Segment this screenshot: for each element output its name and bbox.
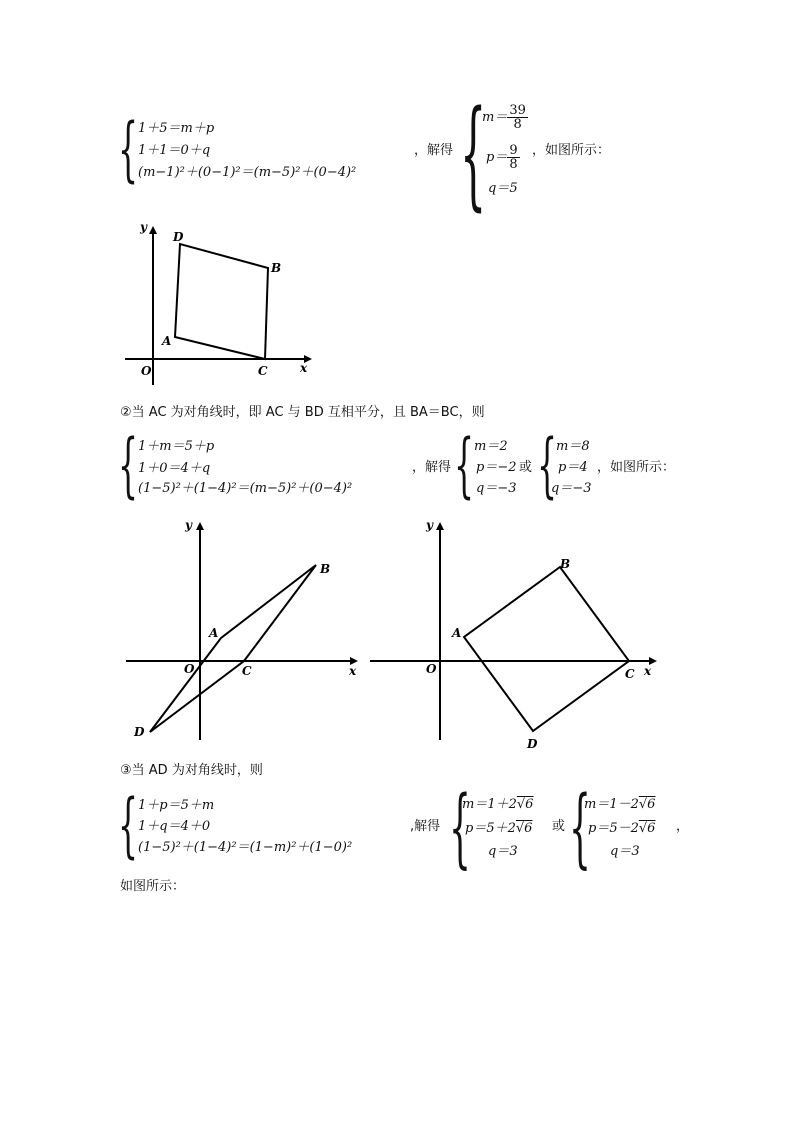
figure-2 (124, 518, 364, 743)
or-label: 或 (552, 819, 566, 834)
figure-3 (368, 518, 663, 748)
solution-q: q＝3 (610, 844, 640, 859)
equation-line: 1＋q＝4＋0 (138, 819, 211, 834)
solution-m: m＝2 (474, 439, 508, 454)
solution-p: p＝5－2√6 (588, 821, 656, 836)
caption-tail: ， (676, 819, 690, 834)
equation-line: 1＋1＝0＋q (138, 143, 211, 158)
solve-label: ，解得 (412, 460, 452, 475)
quadrilateral (464, 567, 629, 731)
left-brace: { (118, 424, 139, 506)
solution-m: m＝1－2√6 (584, 797, 656, 812)
left-brace: { (454, 424, 475, 506)
x-label: x (644, 664, 652, 678)
case-3-heading: ③当 AD 为对角线时，则 (120, 763, 263, 778)
origin-label: O (184, 662, 195, 676)
left-brace: { (537, 424, 558, 506)
left-brace: { (449, 778, 471, 878)
point-b-label: B (271, 261, 282, 275)
y-label: y (140, 220, 147, 234)
solution-p: p＝5＋2√6 (465, 821, 533, 836)
caption-tail: ，如图所示： (532, 143, 611, 158)
solution-p: p＝ $\frac{9}{8}$ (486, 143, 518, 172)
footer-caption: 如图所示： (120, 879, 186, 894)
solution-p: p＝4 (558, 460, 588, 475)
equation-line: 1＋p＝5＋m (138, 798, 215, 813)
case-2-heading: ②当 AC 为对角线时，即 AC 与 BD 互相平分，且 BA＝BC，则 (120, 405, 485, 420)
point-d-label: D (527, 737, 538, 748)
equation-line: 1＋0＝4＋q (138, 461, 211, 476)
quadrilateral (150, 565, 316, 732)
x-label: x (349, 664, 357, 678)
point-d-label: D (134, 725, 145, 739)
caption-tail: ，如图所示： (597, 460, 676, 475)
point-a-label: A (452, 626, 462, 640)
equation-line: (m−1)²＋(0−1)²＝(m−5)²＋(0−4)² (138, 165, 357, 180)
solution-m: m＝1＋2√6 (462, 797, 534, 812)
point-b-label: B (560, 557, 571, 571)
left-brace: { (460, 84, 487, 222)
solve-label: ，解得 (414, 143, 454, 158)
point-a-label: A (162, 334, 172, 348)
left-brace: { (569, 778, 591, 878)
origin-label: O (141, 364, 152, 378)
point-c-label: C (625, 667, 635, 681)
y-arrow (196, 522, 204, 530)
solution-q: q＝−3 (551, 481, 592, 496)
point-d-label: D (173, 230, 184, 244)
point-c-label: C (258, 364, 268, 378)
equation-line: (1−5)²＋(1−4)²＝(m−5)²＋(0−4)² (138, 481, 353, 496)
equation-line: (1−5)²＋(1−4)²＝(1−m)²＋(1−0)² (138, 840, 353, 855)
point-a-label: A (209, 626, 219, 640)
solution-q: q＝−3 (476, 481, 517, 496)
solution-m: m＝ $\frac{39}{8}$ (482, 103, 526, 132)
left-brace: { (118, 784, 139, 866)
solution-q: q＝5 (488, 181, 518, 196)
origin-label: O (426, 662, 437, 676)
quadrilateral (175, 244, 268, 359)
solve-label: ,解得 (410, 819, 441, 834)
figure-1 (120, 220, 320, 385)
y-arrow (149, 226, 157, 234)
solution-q: q＝3 (488, 844, 518, 859)
or-label: 或 (519, 460, 533, 475)
left-brace: { (118, 108, 139, 190)
point-c-label: C (242, 664, 252, 678)
y-label: y (426, 518, 433, 532)
point-b-label: B (320, 562, 331, 576)
equation-line: 1＋m＝5＋p (138, 439, 215, 454)
y-label: y (185, 518, 192, 532)
x-label: x (300, 361, 308, 375)
solution-m: m＝8 (556, 439, 590, 454)
equation-line: 1＋5＝m＋p (138, 121, 215, 136)
solution-p: p＝−2 (476, 460, 517, 475)
y-arrow (436, 522, 444, 530)
